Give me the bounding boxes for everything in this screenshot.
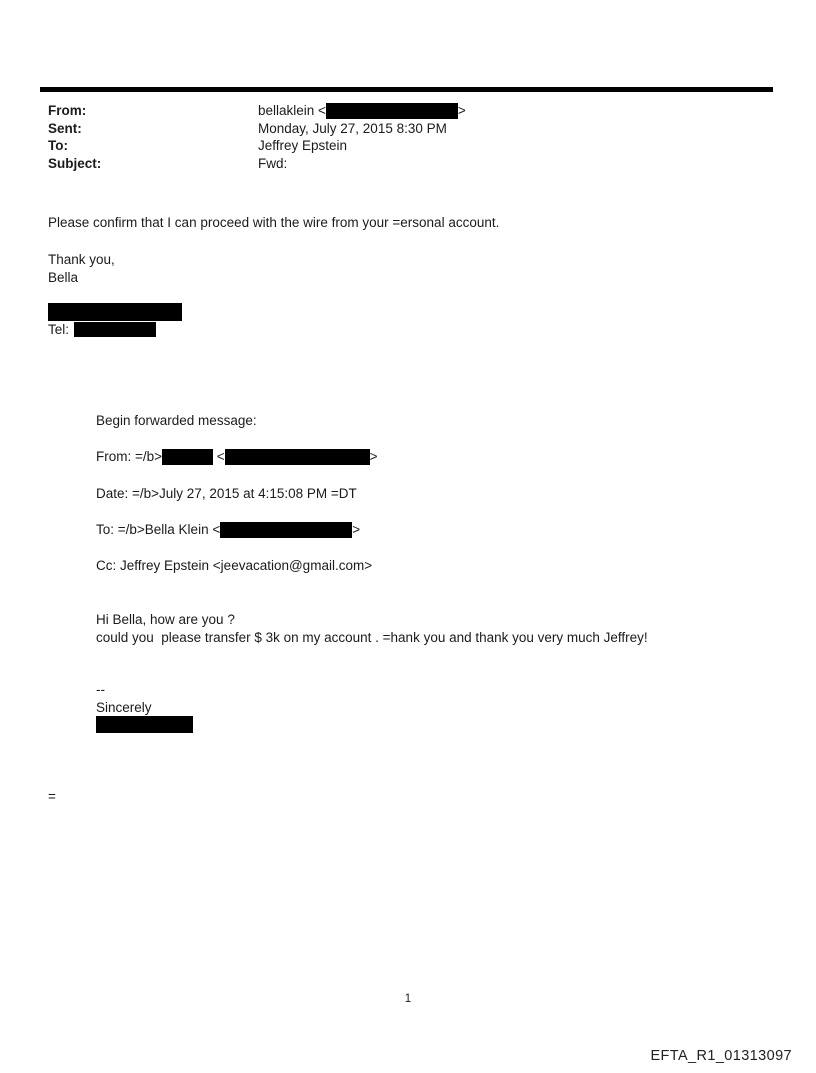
forwarded-from-line bbox=[96, 448, 378, 465]
email-header bbox=[48, 102, 466, 173]
header-row-sent bbox=[48, 120, 466, 138]
from-value-text: bellaklein < bbox=[258, 103, 326, 118]
body-thanks-line: Thank you, bbox=[48, 252, 115, 267]
redaction-bar bbox=[326, 103, 458, 119]
header-row-subject bbox=[48, 155, 466, 173]
forwarded-to-suffix: > bbox=[352, 522, 361, 537]
forwarded-cc-line: Cc: Jeffrey Epstein <jeevacation@gmail.com> bbox=[96, 558, 373, 573]
from-value bbox=[258, 102, 466, 120]
forwarded-greeting-line: Hi Bella, how are you ? bbox=[96, 612, 235, 627]
page-number: 1 bbox=[404, 993, 412, 1005]
forwarded-date-line: Date: =/b>July 27, 2015 at 4:15:08 PM =DT bbox=[96, 486, 357, 501]
stray-equals-sign: = bbox=[48, 789, 56, 804]
subject-label: Subject: bbox=[48, 156, 102, 172]
body-confirm-line: Please confirm that I can proceed with the wire from your =ersonal account. bbox=[48, 215, 500, 230]
from-label: From: bbox=[48, 103, 87, 118]
signature-dashes: -- bbox=[96, 682, 105, 697]
header-row-to bbox=[48, 137, 466, 155]
forwarded-from-between: < bbox=[213, 449, 225, 464]
body-signature-name: Bella bbox=[48, 270, 79, 285]
redaction-bar bbox=[74, 322, 156, 337]
redaction-bar bbox=[220, 522, 352, 538]
forwarded-to-prefix: To: =/b>Bella Klein < bbox=[96, 522, 221, 537]
redaction-bar bbox=[96, 716, 193, 733]
forwarded-begin-line: Begin forwarded message: bbox=[96, 413, 257, 428]
forwarded-to-line bbox=[96, 521, 360, 538]
forwarded-request-line: could you please transfer $ 3k on my account . =hank you and thank you very much Jeffrey! bbox=[96, 630, 648, 645]
sent-label: Sent: bbox=[48, 120, 82, 136]
subject-value: Fwd: bbox=[258, 156, 288, 172]
forwarded-from-prefix: From: =/b> bbox=[96, 449, 163, 464]
redaction-bar bbox=[162, 449, 213, 465]
tel-line bbox=[48, 321, 156, 338]
bates-number: EFTA_R1_01313097 bbox=[650, 1048, 792, 1064]
tel-label: Tel: bbox=[48, 322, 70, 337]
to-label: To: bbox=[48, 138, 68, 154]
redaction-bar bbox=[225, 449, 370, 465]
forwarded-from-suffix: > bbox=[369, 449, 378, 464]
signature-closing: Sincerely bbox=[96, 700, 152, 715]
from-value-suffix: > bbox=[457, 103, 466, 118]
sent-value: Monday, July 27, 2015 8:30 PM bbox=[258, 120, 447, 136]
header-row-from bbox=[48, 102, 466, 120]
to-value: Jeffrey Epstein bbox=[258, 138, 348, 154]
header-divider-rule bbox=[40, 87, 773, 92]
redaction-bar bbox=[48, 303, 182, 321]
